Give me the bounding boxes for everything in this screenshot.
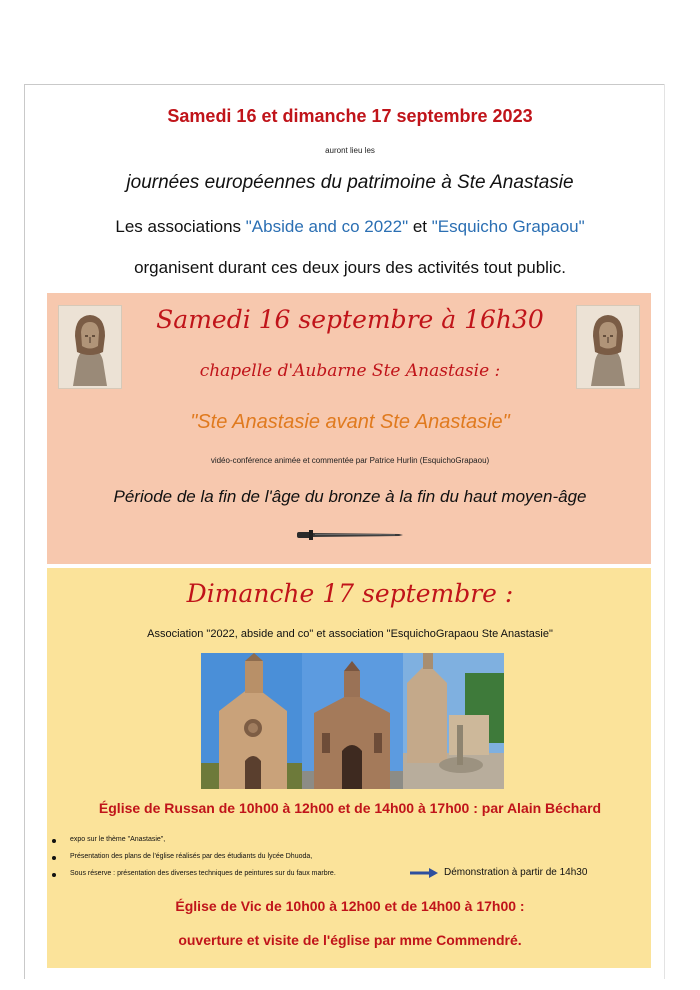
church-photo [302, 653, 403, 789]
sunday-title: Dimanche 17 septembre : [186, 579, 514, 608]
association-name-esquicho: "Esquicho Grapaou" [431, 217, 585, 236]
associations-line [30, 217, 670, 237]
heritage-days-title: journées européennes du patrimoine à Ste Anastasie [126, 172, 574, 193]
list-item-text: Sous réserve : présentation des diverses techniques de peintures sur du faux marbre. [70, 870, 336, 877]
russan-church-line: Église de Russan de 10h00 à 12h00 et de 14h00 à 17h00 : par Alain Béchard [98, 800, 602, 816]
arrow-icon [410, 868, 438, 878]
list-item [52, 835, 652, 852]
period-line: Période de la fin de l'âge du bronze à la fin du haut moyen-âge [113, 487, 587, 506]
vic-church-line: Église de Vic de 10h00 à 12h00 et de 14h00 à 17h00 : [175, 898, 525, 914]
church-photos [201, 653, 504, 789]
organize-line: organisent durant ces deux jours des activités tout public. [134, 258, 566, 277]
bronze-sword-image [295, 526, 405, 544]
sunday-associations: Association "2022, abside and co" et association "EsquichoGrapaou Ste Anastasie" [147, 628, 553, 640]
page-border-left [24, 84, 25, 979]
bullet-icon [52, 839, 56, 843]
list-item-text: Présentation des plans de l'église réalisés par des étudiants du lycée Dhuoda, [70, 853, 313, 860]
associations-prefix: Les associations [115, 217, 246, 236]
saturday-title: Samedi 16 septembre à 16h30 [156, 305, 544, 334]
saturday-place: chapelle d'Aubarne Ste Anastasie : [199, 361, 501, 381]
associations-joiner: et [408, 217, 432, 236]
event-date-title: Samedi 16 et dimanche 17 septembre 2023 [167, 106, 533, 126]
list-item-text: expo sur le thème "Anastasie", [70, 836, 166, 843]
visit-line: ouverture et visite de l'église par mme Commendré. [178, 932, 522, 948]
bullet-icon [52, 873, 56, 877]
bullet-icon [52, 856, 56, 860]
demonstration-text: Démonstration à partir de 14h30 [444, 867, 588, 878]
church-photo [403, 653, 504, 789]
association-name-abside: "Abside and co 2022" [245, 217, 409, 236]
page-border-top [24, 84, 665, 85]
intro-small-text: auront lieu les [325, 146, 375, 155]
russan-activities-list [52, 835, 652, 886]
video-conference-line: vidéo-conférence animée et commentée par Patrice Hurlin (EsquichoGrapaou) [210, 456, 490, 465]
church-photo [201, 653, 302, 789]
lecture-title: "Ste Anastasie avant Ste Anastasie" [190, 411, 510, 433]
